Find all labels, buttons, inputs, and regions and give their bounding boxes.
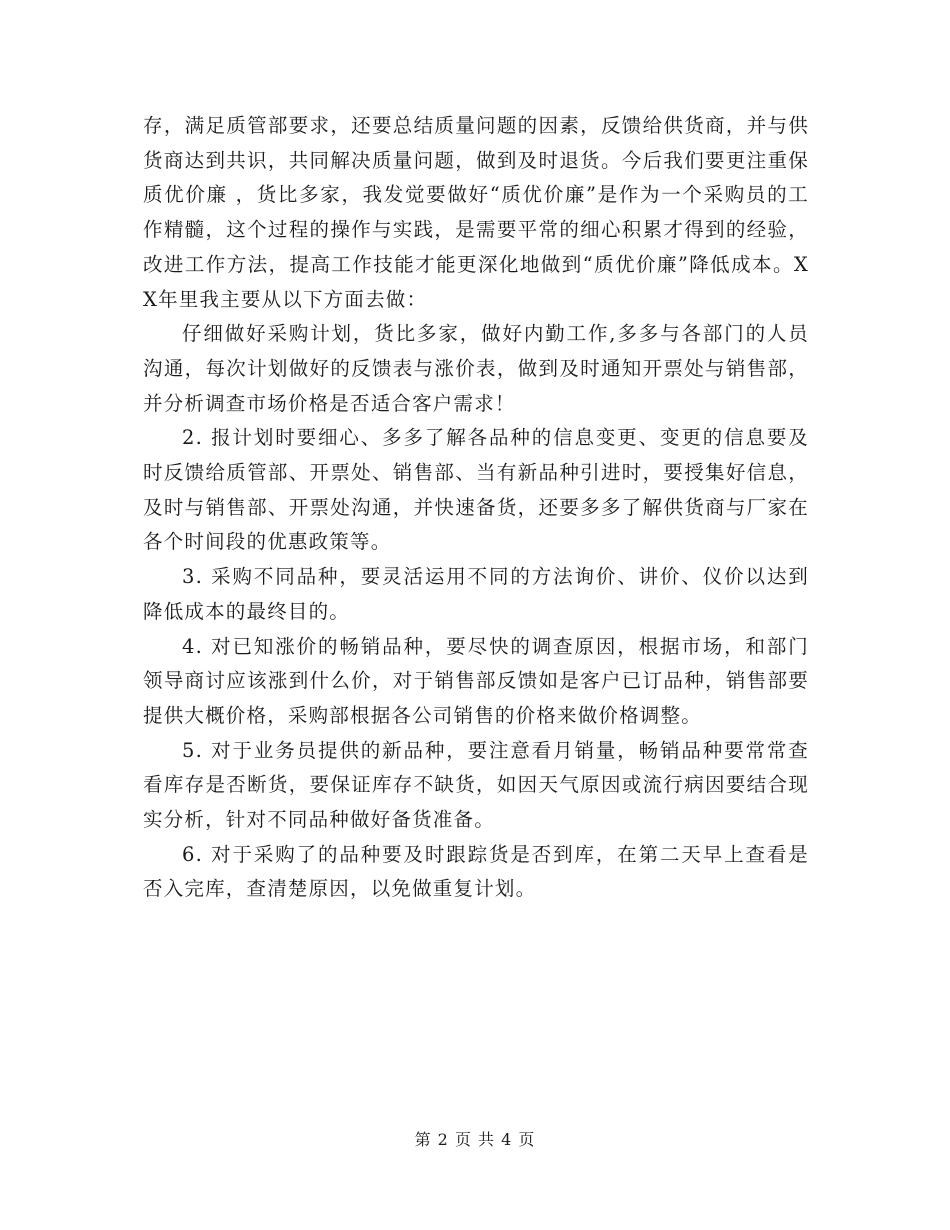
page-footer [0,1127,950,1150]
paragraph-item-2: 2. 报计划时要细心、多多了解各品种的信息变更、变更的信息要及时反馈给质管部、开票处、销售部、当有新品种引进时，要授集好信息，及时与销售部、开票处沟通，并快速备货，还要多多了解供货商与厂家在各个时间段的优惠政策等。 [143,426,809,554]
page-number-label: 第 2 页 共 4 页 [414,1130,536,1149]
paragraph-item-3: 3. 采购不同品种，要灵活运用不同的方法询价、讲价、仪价以达到降低成本的最终目的。 [143,565,809,623]
paragraph-item-5: 5. 对于业务员提供的新品种，要注意看月销量，畅销品种要常常查看库存是否断货，要保证库存不缺货，如因天气原因或流行病因要结合现实分析，针对不同品种做好备货准备。 [143,738,809,832]
paragraph-item-6: 6. 对于采购了的品种要及时跟踪货是否到库，在第二天早上查看是否入完库，查清楚原因，以免做重复计划。 [143,842,809,901]
paragraph-continuation: 存，满足质管部要求，还要总结质量问题的因素，反馈给供货商，并与供货商达到共识，共同解决质量问题，做到及时退货。今后我们要更注重保质优价廉 ，货比多家，我发觉要做好“质优价廉”是作为一个采购员的工作精髓，这个过程的操作与实践，是需要平常的细心积累才得到的经验，改进工作方法，提高工作技能才能更深化地做到“质优价廉”降低成本。XX年里我主要从以下方面去做： [143,114,809,311]
paragraph-item-4: 4. 对已知涨价的畅销品种，要尽快的调查原因，根据市场，和部门领导商讨应该涨到什么价，对于销售部反馈如是客户已订品种，销售部要提供大概价格，采购部根据各公司销售的价格来做价格调整。 [143,634,809,727]
paragraph-item-intro: 仔细做好采购计划，货比多家，做好内勤工作,多多与各部门的人员沟通，每次计划做好的反馈表与涨价表，做到及时通知开票处与销售部，并分析调查市场价格是否适合客户需求！ [143,322,809,415]
document-body [143,109,809,907]
